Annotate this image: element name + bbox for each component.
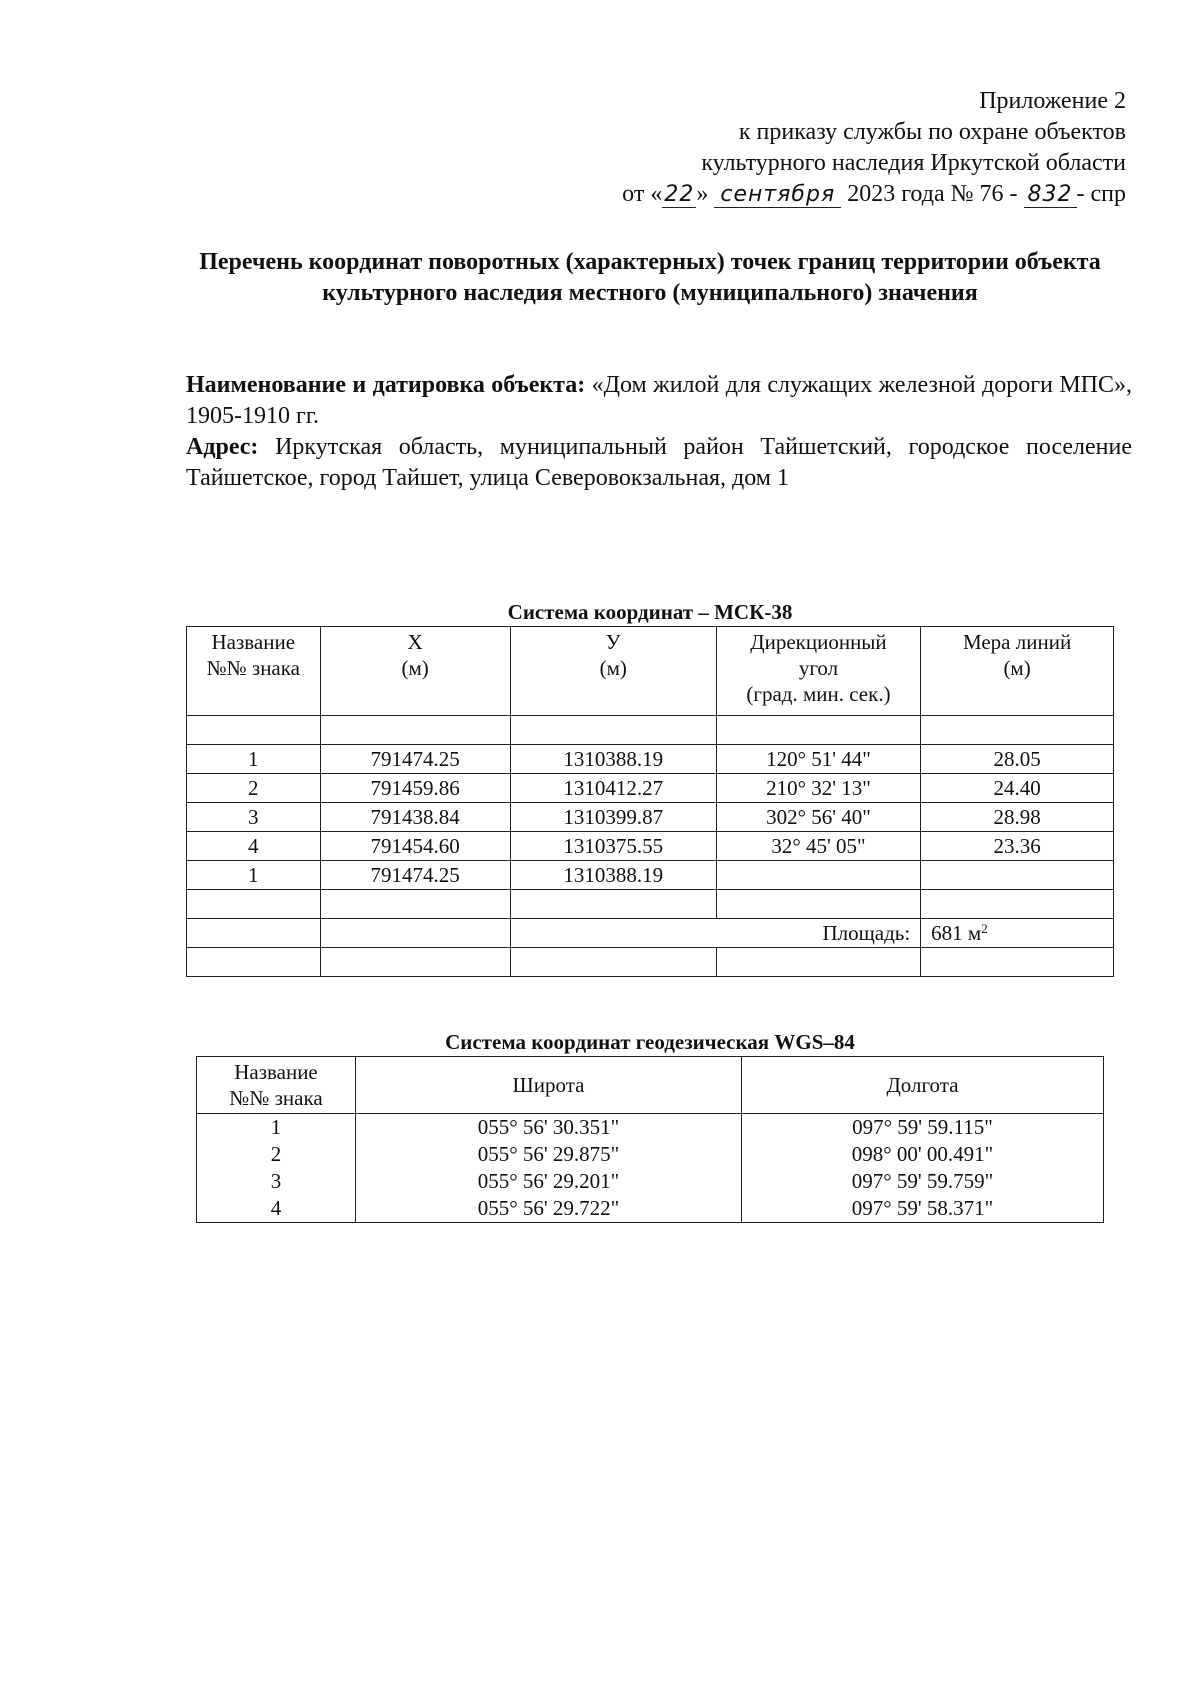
table-cell: 791474.25 <box>320 745 510 774</box>
appendix-line-1: Приложение 2 <box>979 88 1126 114</box>
table-cell: 210° 32' 13" <box>716 774 920 803</box>
msk-coordinates-table <box>186 626 1114 977</box>
table-cell <box>921 861 1114 890</box>
table-row <box>187 803 1114 832</box>
object-value: «Дом жилой для служащих железной дороги МПС», 1905-1910 гг. <box>186 372 1132 429</box>
table-cell: 097° 59' 59.115" <box>742 1114 1104 1142</box>
table-cell: 1 <box>197 1114 356 1142</box>
area-label: Площадь: <box>510 919 920 948</box>
table-cell: 055° 56' 30.351" <box>356 1114 742 1142</box>
table-row-empty <box>187 890 1114 919</box>
wgs-caption: Система координат геодезическая WGS–84 <box>445 1030 855 1054</box>
table-cell <box>716 948 920 977</box>
table-cell <box>510 716 716 745</box>
table-cell: 791438.84 <box>320 803 510 832</box>
msk-header-cell: X (м) <box>320 627 510 716</box>
table-cell: 1310399.87 <box>510 803 716 832</box>
table-cell: 32° 45' 05" <box>716 832 920 861</box>
table-cell <box>187 919 321 948</box>
table-cell <box>716 716 920 745</box>
msk-header-cell: Мера линий (м) <box>921 627 1114 716</box>
msk-caption: Система координат – МСК-38 <box>507 600 793 624</box>
appendix-date-line <box>622 179 1126 210</box>
table-cell: 1 <box>187 745 321 774</box>
wgs-header-cell: Долгота <box>742 1057 1104 1114</box>
table-cell: 791459.86 <box>320 774 510 803</box>
table-cell: 097° 59' 59.759" <box>742 1168 1104 1195</box>
table-cell: 302° 56' 40" <box>716 803 920 832</box>
table-cell <box>187 948 321 977</box>
table-cell: 24.40 <box>921 774 1114 803</box>
address-paragraph <box>186 432 1132 494</box>
table-cell <box>510 890 716 919</box>
table-row <box>187 745 1114 774</box>
handwritten-month: сентября <box>714 182 841 208</box>
wgs-header-cell: Широта <box>356 1057 742 1114</box>
table-cell: 1310388.19 <box>510 745 716 774</box>
table-cell <box>921 716 1114 745</box>
table-cell: 28.98 <box>921 803 1114 832</box>
table-cell: 098° 00' 00.491" <box>742 1141 1104 1168</box>
handwritten-number: 832 <box>1024 182 1077 208</box>
date-prefix: от « <box>622 181 663 207</box>
msk-header-cell: Название №№ знака <box>187 627 321 716</box>
order-year-text: 2023 года № 76 - <box>847 181 1018 207</box>
wgs-header-row <box>197 1057 1104 1114</box>
appendix-line-2: к приказу службы по охране объектов <box>738 119 1126 145</box>
table-cell: 791454.60 <box>320 832 510 861</box>
table-cell <box>320 716 510 745</box>
object-label: Наименование и датировка объекта: <box>186 372 586 398</box>
table-cell: 2 <box>187 774 321 803</box>
table-cell: 120° 51' 44" <box>716 745 920 774</box>
table-cell: 791474.25 <box>320 861 510 890</box>
table-row <box>197 1141 1104 1168</box>
table-cell: 1310375.55 <box>510 832 716 861</box>
table-cell: 4 <box>197 1195 356 1223</box>
table-cell: 055° 56' 29.201" <box>356 1168 742 1195</box>
table-cell: 1310388.19 <box>510 861 716 890</box>
wgs-coordinates-table <box>196 1056 1104 1223</box>
table-row <box>197 1168 1104 1195</box>
table-cell <box>716 890 920 919</box>
order-suffix: - спр <box>1076 181 1126 207</box>
table-cell <box>187 890 321 919</box>
table-cell <box>716 861 920 890</box>
date-close-quote: » <box>696 181 709 207</box>
area-row <box>187 919 1114 948</box>
table-row <box>197 1114 1104 1142</box>
table-cell: 1310412.27 <box>510 774 716 803</box>
handwritten-day: 22 <box>664 182 695 207</box>
msk-header-row <box>187 627 1114 716</box>
wgs-header-cell: Название №№ знака <box>197 1057 356 1114</box>
table-cell: 3 <box>197 1168 356 1195</box>
table-cell <box>921 890 1114 919</box>
table-cell <box>320 919 510 948</box>
table-cell: 097° 59' 58.371" <box>742 1195 1104 1223</box>
address-label: Адрес: <box>186 434 259 460</box>
table-cell: 2 <box>197 1141 356 1168</box>
appendix-line-3: культурного наследия Иркутской области <box>701 150 1126 176</box>
table-cell <box>510 948 716 977</box>
address-value: Иркутская область, муниципальный район Тайшетский, городское поселение Тайшетское, город Тайшет, улица Северовокзальная, дом 1 <box>186 434 1133 491</box>
table-cell: 28.05 <box>921 745 1114 774</box>
document-title: Перечень координат поворотных (характерных) точек границ территории объекта культурного наследия местного (муниципального) значения <box>199 249 1101 306</box>
table-row <box>197 1195 1104 1223</box>
table-row-empty <box>187 948 1114 977</box>
table-row <box>187 832 1114 861</box>
object-name-paragraph <box>186 370 1132 432</box>
table-cell <box>320 948 510 977</box>
table-cell: 3 <box>187 803 321 832</box>
table-cell: 055° 56' 29.722" <box>356 1195 742 1223</box>
table-cell: 055° 56' 29.875" <box>356 1141 742 1168</box>
msk-header-cell: Дирекционный угол (град. мин. сек.) <box>716 627 920 716</box>
table-row <box>187 861 1114 890</box>
table-cell <box>921 948 1114 977</box>
table-cell: 23.36 <box>921 832 1114 861</box>
table-cell: 1 <box>187 861 321 890</box>
msk-header-cell: У (м) <box>510 627 716 716</box>
table-cell <box>187 716 321 745</box>
table-cell: 4 <box>187 832 321 861</box>
table-cell <box>320 890 510 919</box>
appendix-header <box>622 86 1126 210</box>
object-info <box>186 370 1132 494</box>
table-row <box>187 774 1114 803</box>
area-value: 681 $м^2$ <box>921 919 1114 948</box>
table-row-empty <box>187 716 1114 745</box>
